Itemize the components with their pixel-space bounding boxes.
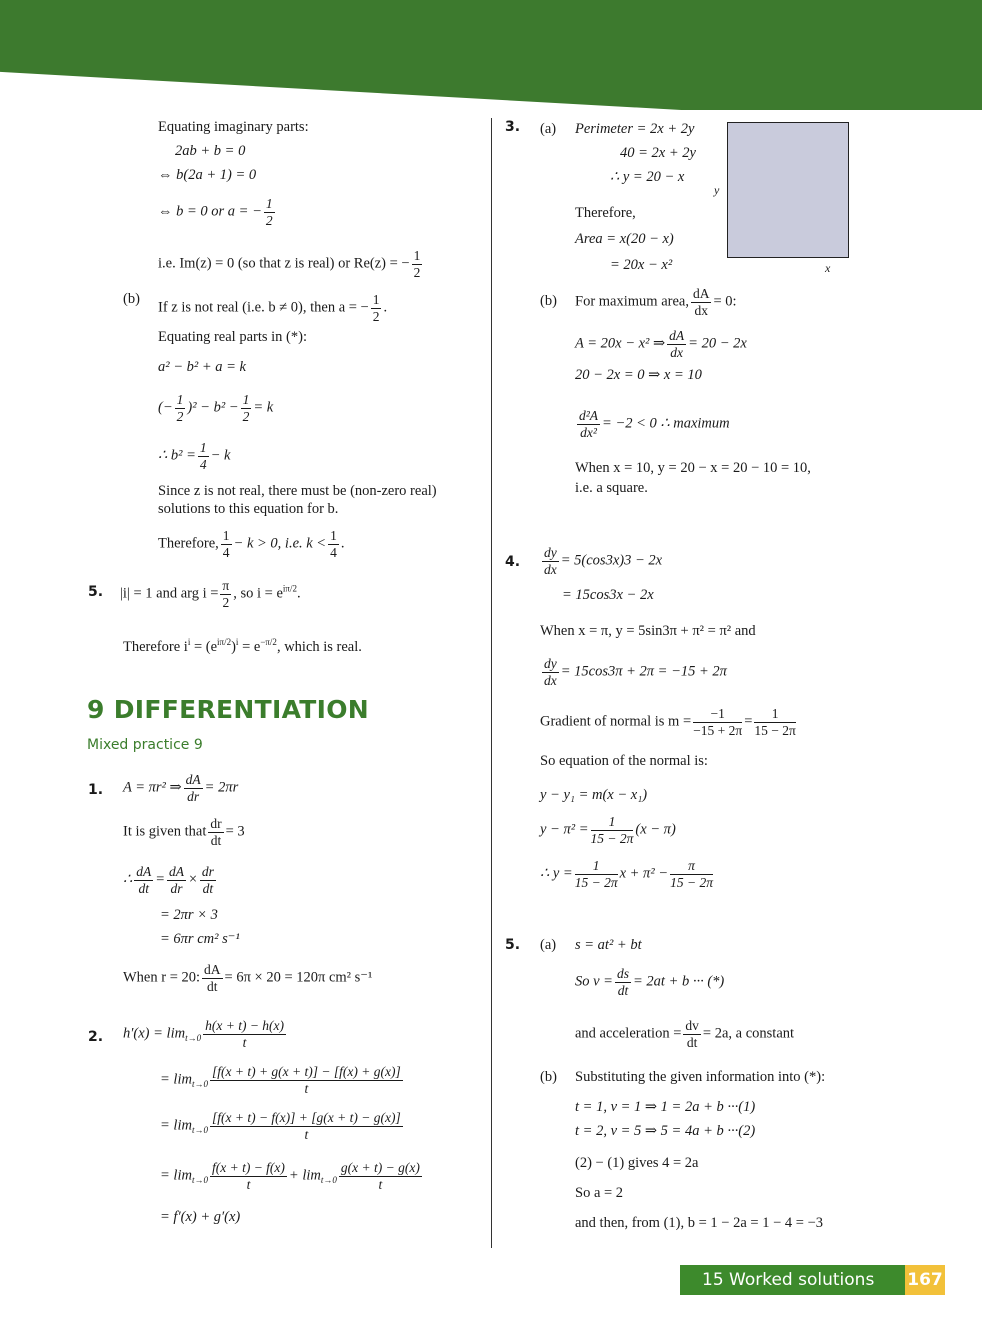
equation-line: = $\lim_{t\to 0}$ $\frac{f(x + t) - f(x)}{t}$ + $\lim_{t\to 0}$ $\frac{g(x + t) - g(x)}{t}$ — [160, 1160, 420, 1192]
text-line: So equation of the normal is: — [540, 753, 708, 769]
equation-line: So v = $\frac{ds}{dt}$ = 2at + b ··· (*) — [575, 966, 725, 998]
equation-line: y − π² = $\frac{1}{15 - 2\pi}$ (x − π) — [540, 814, 676, 846]
equation-line: If z is not real (i.e. b ≠ 0), then a = − $\frac{1}{2}$ . — [158, 292, 388, 324]
equation-line: = f′(x) + g′(x) — [160, 1209, 241, 1225]
equation-line: Perimeter = 2x + 2y — [575, 121, 695, 137]
equation-line: $h'(x) = \lim_{t\to 0}$ $\frac{h(x + t) - h(x)}{t}$ — [123, 1018, 285, 1050]
page-footer — [680, 1265, 945, 1295]
equation-line: |i| = 1 and arg i = $\frac{\pi}{2}$ , so $i = e^{i\pi/2}$. — [120, 578, 301, 610]
equation-line: 20 − 2x = 0 ⇒ x = 10 — [575, 367, 702, 383]
equation-line: (− $\frac{1}{2}$ )² − b² − $\frac{1}{2}$ = k — [158, 392, 274, 424]
equation-line: a² − b² + a = k — [158, 359, 246, 375]
text-line: i.e. a square. — [575, 480, 648, 496]
equation-line: and acceleration = $\frac{dv}{dt}$ = 2a, a constant — [575, 1018, 795, 1050]
equation-line: Gradient of normal is m = $\frac{-1}{-15 + 2\pi}$ = $\frac{1}{15 - 2\pi}$ — [540, 706, 796, 738]
chapter-heading: 9 DIFFERENTIATION — [87, 695, 370, 724]
equation-line: ∴ b² = $\frac{1}{4}$ − k — [158, 440, 231, 472]
text-line: When x = 10, y = 20 − x = 20 − 10 = 10, — [575, 460, 811, 476]
part-label: (b) — [123, 291, 140, 307]
diagram-label-y: y — [714, 183, 720, 197]
equation-line: = $\lim_{t\to 0}$ $\frac{[f(x + t) + g(x + t)] - [f(x) + g(x)]}{t}$ — [160, 1064, 401, 1096]
equation-line: 2ab + b = 0 — [175, 143, 246, 159]
header-band — [0, 0, 982, 110]
page-number: 167 — [905, 1265, 945, 1295]
part-label: (a) — [540, 937, 557, 953]
equation-line: When r = 20: $\frac{dA}{dt}$ = 6π × 20 = 120π cm² s⁻¹ — [123, 962, 373, 994]
equation-line: = $\lim_{t\to 0}$ $\frac{[f(x + t) - f(x)] + [g(x + t) - g(x)]}{t}$ — [160, 1110, 401, 1142]
equation-line: So a = 2 — [575, 1185, 624, 1201]
question-number: 1. — [88, 782, 104, 798]
equation-line: = 2πr × 3 — [160, 907, 218, 923]
question-number: 4. — [505, 554, 521, 570]
part-label: (a) — [540, 121, 557, 137]
equation-line: Therefore, $\frac{1}{4}$ − k > 0, i.e. k < $\frac{1}{4}$ . — [158, 528, 345, 560]
equation-line: s = at² + bt — [575, 937, 642, 953]
section-footer-label: 15 Worked solutions — [680, 1265, 905, 1295]
text-line: solutions to this equation for b. — [158, 501, 339, 517]
equation-line: (2) − (1) gives 4 = 2a — [575, 1155, 699, 1171]
equation-line: A = πr² ⇒ $\frac{dA}{dr}$ = 2πr — [123, 772, 239, 804]
equation-line: Area = x(20 − x) — [575, 231, 674, 247]
column-divider — [491, 118, 492, 1248]
equation-line: $\frac{dy}{dx}$ = 15cos3π + 2π = −15 + 2π — [544, 656, 727, 688]
equation-line: = 15cos3x − 2x — [562, 587, 654, 603]
question-number: 5. — [505, 937, 521, 953]
square-diagram — [727, 122, 849, 258]
part-label: (b) — [540, 293, 557, 309]
equation-line: For maximum area, $\frac{dA}{dx}$ = 0: — [575, 286, 737, 318]
text-line: Equating imaginary parts: — [158, 119, 309, 135]
equation-line: A = 20x − x² ⇒ $\frac{dA}{dx}$ = 20 − 2x — [575, 328, 747, 360]
text-line: Since z is not real, there must be (non-zero real) — [158, 483, 437, 499]
equation-line: t = 2, v = 5 ⇒ 5 = 4a + b ···(2) — [575, 1123, 756, 1139]
equation-line: $\frac{\text{d²A}}{\text{dx²}}$ = −2 < 0 ∴ maximum — [579, 408, 730, 440]
equation-line: It is given that $\frac{dr}{dt}$ = 3 — [123, 816, 245, 848]
equation-line: = 20x − x² — [610, 257, 673, 273]
text-line: Substituting the given information into (*): — [575, 1069, 826, 1085]
equation-line: = 6πr cm² s⁻¹ — [160, 931, 240, 947]
equation-line: and then, from (1), b = 1 − 2a = 1 − 4 = −3 — [575, 1215, 823, 1231]
equation-line: ∴ y = 20 − x — [610, 169, 685, 185]
section-subheading: Mixed practice 9 — [87, 737, 203, 753]
part-label: (b) — [540, 1069, 557, 1085]
equation-line: ⇔ b(2a + 1) = 0 — [158, 167, 257, 183]
equation-line: y − y₁ = m(x − x₁) — [540, 787, 648, 803]
question-number: 2. — [88, 1029, 104, 1045]
equation-line: Therefore $i^i = (e^{i\pi/2})^i = e^{-\pi/2}$, which is real. — [123, 637, 362, 655]
equation-line: $\frac{dy}{dx}$ = 5(cos3x)3 − 2x — [544, 545, 663, 577]
text-line: Therefore, — [575, 205, 636, 221]
question-number: 3. — [505, 119, 521, 135]
text-line: When x = π, y = 5sin3π + π² = π² and — [540, 623, 756, 639]
equation-line: t = 1, v = 1 ⇒ 1 = 2a + b ···(1) — [575, 1099, 756, 1115]
text-line: Equating real parts in (*): — [158, 329, 307, 345]
question-number: 5. — [88, 584, 104, 600]
equation-line: ∴ y = $\frac{1}{15 - 2\pi}$ x + π² − $\frac{\pi}{15 - 2\pi}$ — [540, 858, 713, 890]
equation-line: ∴ $\frac{dA}{dt}$ = $\frac{dA}{dr}$ × $\frac{dr}{dt}$ — [123, 864, 214, 896]
equation-line: ⇔ b = 0 or a = − $\frac{1}{2}$ — [158, 196, 273, 228]
equation-line: 40 = 2x + 2y — [620, 145, 696, 161]
equation-line: i.e. Im(z) = 0 (so that z is real) or Re(z) = − $\frac{1}{2}$ — [158, 248, 421, 280]
diagram-label-x: x — [825, 261, 831, 275]
